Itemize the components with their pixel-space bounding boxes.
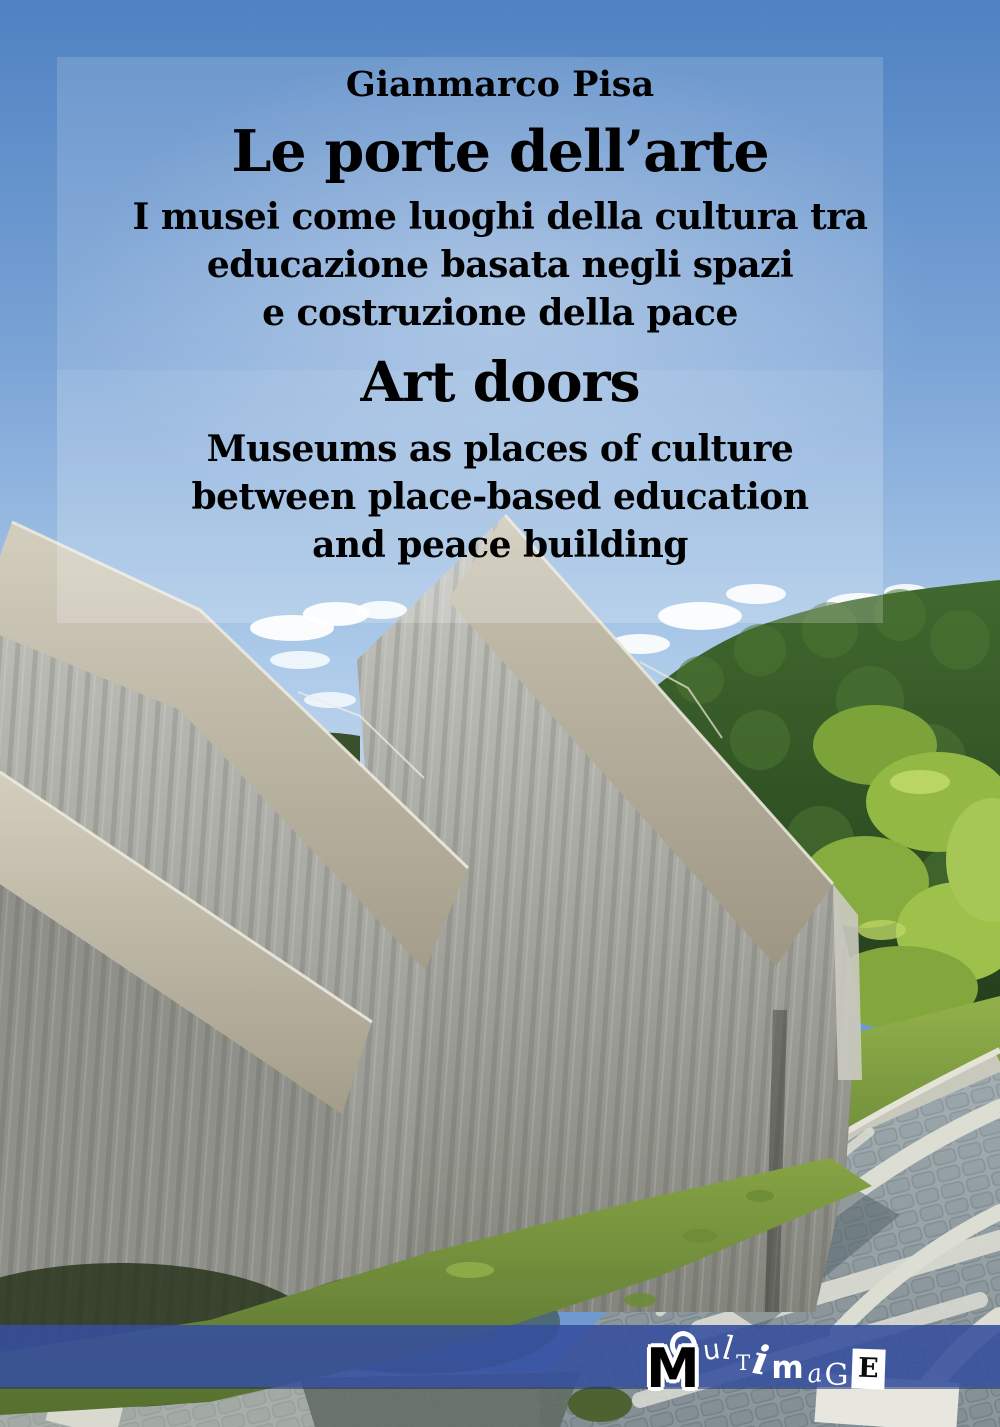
subtitle-italian-line1: I musei come luoghi della cultura tra bbox=[132, 196, 868, 238]
subtitle-english-line2: between place-based education bbox=[191, 476, 809, 518]
subtitle-english bbox=[0, 425, 1000, 569]
subtitle-english-line3: and peace building bbox=[312, 524, 688, 566]
logo-letter-e: E bbox=[851, 1348, 885, 1389]
logo-letter-i: i bbox=[749, 1336, 773, 1385]
title-english: Art doors bbox=[360, 349, 640, 414]
logo-letter-m2: m bbox=[771, 1350, 804, 1386]
logo-letter-t: T bbox=[736, 1351, 751, 1375]
subtitle-italian bbox=[0, 193, 1000, 337]
subtitle-italian-line2: educazione basata negli spazi bbox=[206, 244, 794, 286]
subtitle-italian-line3: e costruzione della pace bbox=[262, 292, 738, 334]
logo-letter-a: a bbox=[804, 1358, 824, 1389]
subtitle-english-line1: Museums as places of culture bbox=[206, 428, 794, 470]
author-name: Gianmarco Pisa bbox=[345, 64, 655, 105]
publisher-logo bbox=[646, 1328, 884, 1412]
title-italian: Le porte dell’arte bbox=[231, 118, 769, 185]
logo-letter-g: G bbox=[824, 1358, 849, 1393]
logo-letter-l: l bbox=[720, 1328, 736, 1368]
logo-letter-u: u bbox=[700, 1333, 722, 1368]
logo-letter-m: M bbox=[646, 1337, 700, 1400]
